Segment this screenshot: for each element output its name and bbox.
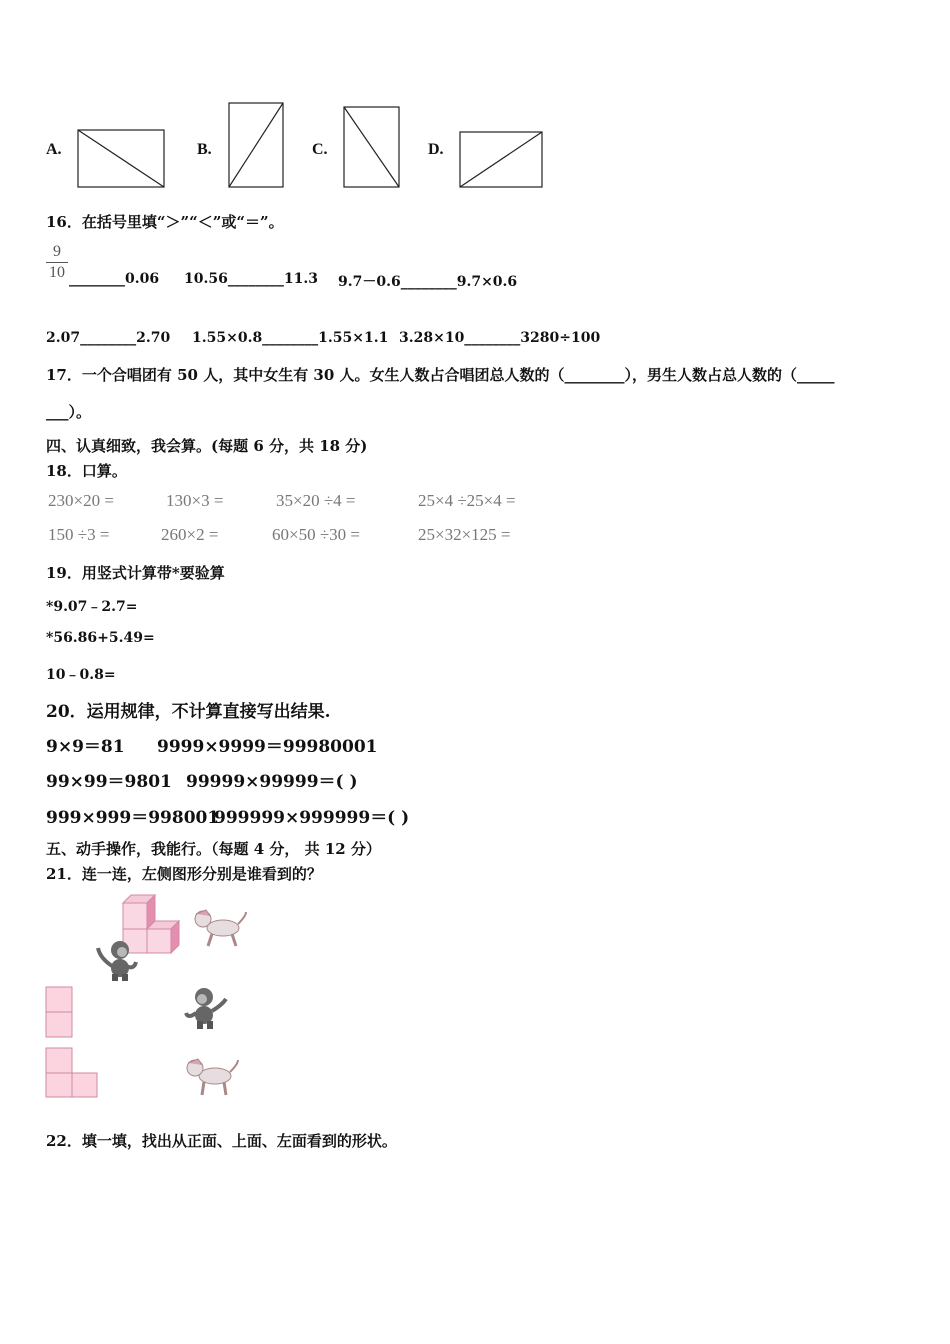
q16-compare-1[interactable]: ________0.06 [69,271,160,287]
q18-item-6: 260×2 = [161,525,219,544]
q18-item-2: 130×3 = [166,491,224,510]
q20-row3-right[interactable]: 999999×999999＝( ) [214,808,410,828]
q20-row1-left: 9×9＝81 [46,737,125,757]
fraction-denominator: 10 [49,264,65,281]
q22-title: 22．填一填，找出从正面、上面、左面看到的形状。 [46,1132,397,1150]
q16-compare-5[interactable]: 1.55×0.8________1.55×1.1 [192,330,389,346]
fraction-numerator: 9 [53,243,61,260]
option-c-label[interactable]: C. [312,141,328,158]
q16-compare-3[interactable]: 9.7－0.6________9.7×0.6 [338,274,518,290]
q20-row3-left: 999×999＝998001 [46,808,220,828]
dog-icon [190,906,248,950]
option-a-label[interactable]: A. [46,141,62,158]
l-shape-squares[interactable] [45,1047,99,1099]
q17-line1: 17．一个合唱团有 50 人，其中女生有 30 人。女生人数占合唱团总人数的（________），男生人数占总人数的（_____ [46,366,835,384]
option-b-rectangle [228,102,285,189]
q20-row2-right[interactable]: 99999×99999＝( ) [186,772,358,792]
two-squares-vertical-shape[interactable] [45,986,75,1040]
q20-title: 20．运用规律，不计算直接写出结果. [46,702,331,722]
q16-compare-2[interactable]: 10.56________11.3 [184,271,318,287]
q18-item-4: 25×4 ÷25×4 = [418,491,516,510]
q18-item-7: 60×50 ÷30 = [272,525,361,544]
option-b-label[interactable]: B. [197,141,212,158]
q16-fraction [46,243,68,282]
dog-viewer-icon[interactable] [182,1054,240,1098]
q19-item-3: 10﹣0.8= [46,667,116,683]
q16-compare-4[interactable]: 2.07________2.70 [46,330,171,346]
q20-row2-left: 99×99＝9801 [46,772,172,792]
q18-item-8: 25×32×125 = [418,525,511,544]
monkey-viewer-icon[interactable] [182,985,230,1031]
q19-item-1: *9.07﹣2.7= [46,599,138,615]
q19-title: 19．用竖式计算带*要验算 [46,564,225,582]
q18-title: 18．口算。 [46,462,127,480]
section4-title: 四、认真细致，我会算。(每题 6 分，共 18 分) [46,437,368,455]
option-c-rectangle [343,106,401,189]
q18-item-3: 35×20 ÷4 = [276,491,356,510]
q17-line2: ___）。 [46,403,92,421]
q21-title: 21．连一连，左侧图形分别是谁看到的？ [46,865,322,883]
option-a-rectangle [77,129,166,189]
monkey-icon [92,938,140,982]
q18-item-5: 150 ÷3 = [48,525,110,544]
q20-row1-right: 9999×9999＝99980001 [157,737,378,757]
option-d-rectangle [459,131,544,189]
section5-title: 五、动手操作，我能行。（每题 4 分， 共 12 分） [46,840,381,858]
q16-compare-6[interactable]: 3.28×10________3280÷100 [399,330,601,346]
q18-item-1: 230×20 = [48,491,114,510]
option-d-label[interactable]: D. [428,141,444,158]
q16-title: 16．在括号里填“＞”“＜”或“＝”。 [46,213,284,231]
q19-item-2: *56.86+5.49= [46,630,155,646]
